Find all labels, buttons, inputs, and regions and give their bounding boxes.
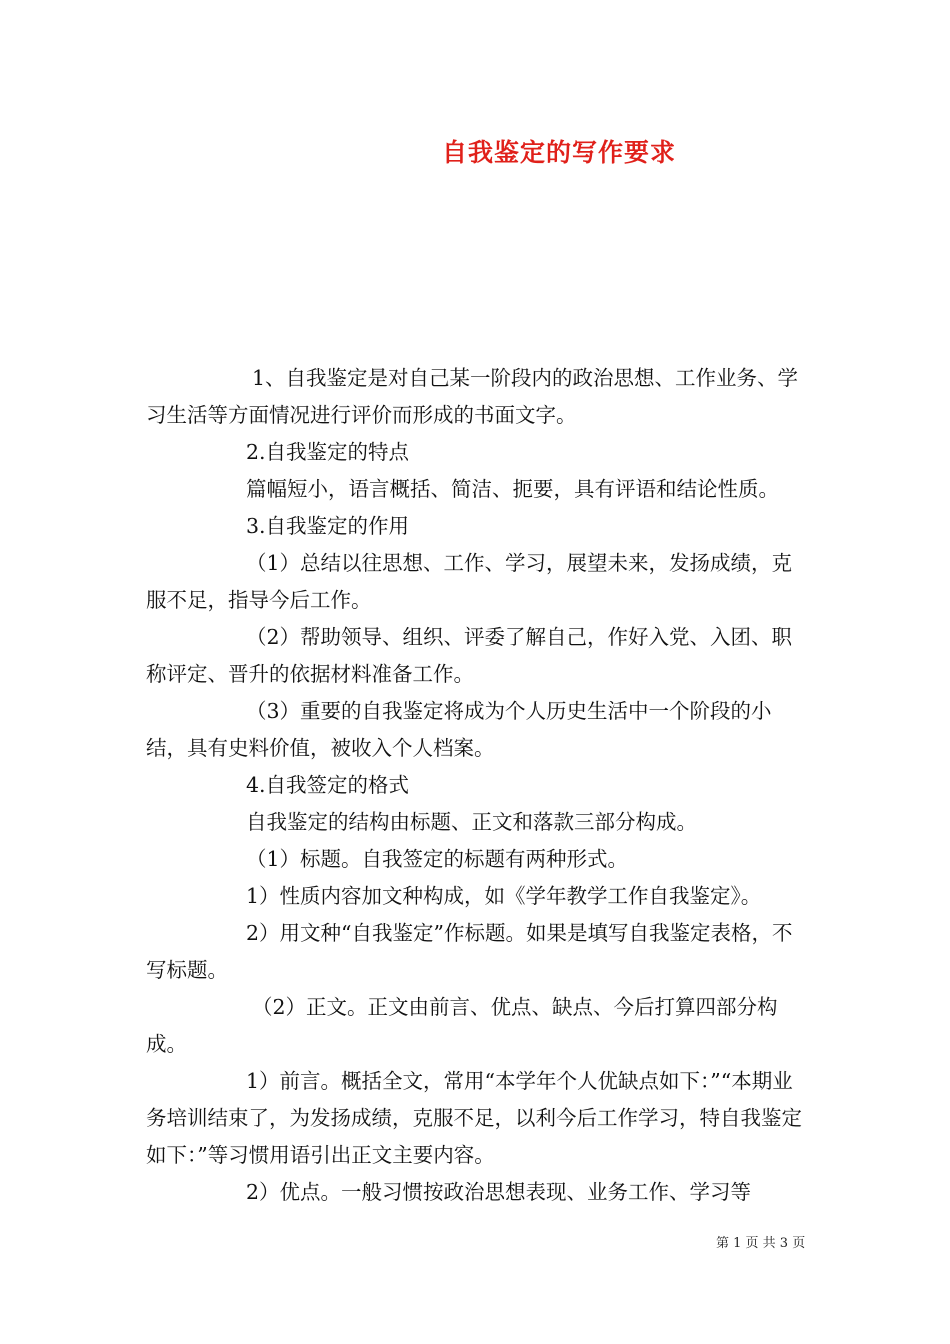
paragraph: 1、自我鉴定是对自己某一阶段内的政治思想、工作业务、学习生活等方面情况进行评价而形成的书面文字。 <box>146 366 799 427</box>
paragraph: （1）标题。自我签定的标题有两种形式。 <box>246 847 629 871</box>
paragraph: 篇幅短小，语言概括、简洁、扼要，具有评语和结论性质。 <box>246 477 779 501</box>
paragraph: （2）正文。正文由前言、优点、缺点、今后打算四部分构成。 <box>146 995 778 1056</box>
page-footer: 第 1 页 共 3 页 <box>716 1236 806 1251</box>
paragraph: 3.自我鉴定的作用 <box>246 514 410 538</box>
paragraph: 1）性质内容加文种构成，如《学年教学工作自我鉴定》。 <box>246 884 762 908</box>
paragraph: 2）优点。一般习惯按政治思想表现、业务工作、学习等 <box>246 1180 752 1204</box>
document-title: 自我鉴定的写作要求 <box>441 138 676 167</box>
paragraph: （3）重要的自我鉴定将成为个人历史生活中一个阶段的小结，具有史料价值，被收入个人档案。 <box>146 699 772 760</box>
paragraph: （2）帮助领导、组织、评委了解自己，作好入党、入团、职称评定、晋升的依据材料准备工作。 <box>146 625 793 686</box>
paragraph: （1）总结以往思想、工作、学习，展望未来，发扬成绩，克服不足，指导今后工作。 <box>146 551 793 612</box>
document-body <box>146 360 810 1211</box>
paragraph: 1）前言。概括全文，常用“本学年个人优缺点如下：”“本期业务培训结束了，为发扬成绩，克服不足，以利今后工作学习，特自我鉴定如下：”等习惯用语引出正文主要内容。 <box>146 1069 802 1167</box>
paragraph: 4.自我签定的格式 <box>246 773 410 797</box>
paragraph: 2.自我鉴定的特点 <box>246 440 410 464</box>
paragraph: 2）用文种“自我鉴定”作标题。如果是填写自我鉴定表格，不写标题。 <box>146 921 793 982</box>
paragraph: 自我鉴定的结构由标题、正文和落款三部分构成。 <box>246 810 697 834</box>
